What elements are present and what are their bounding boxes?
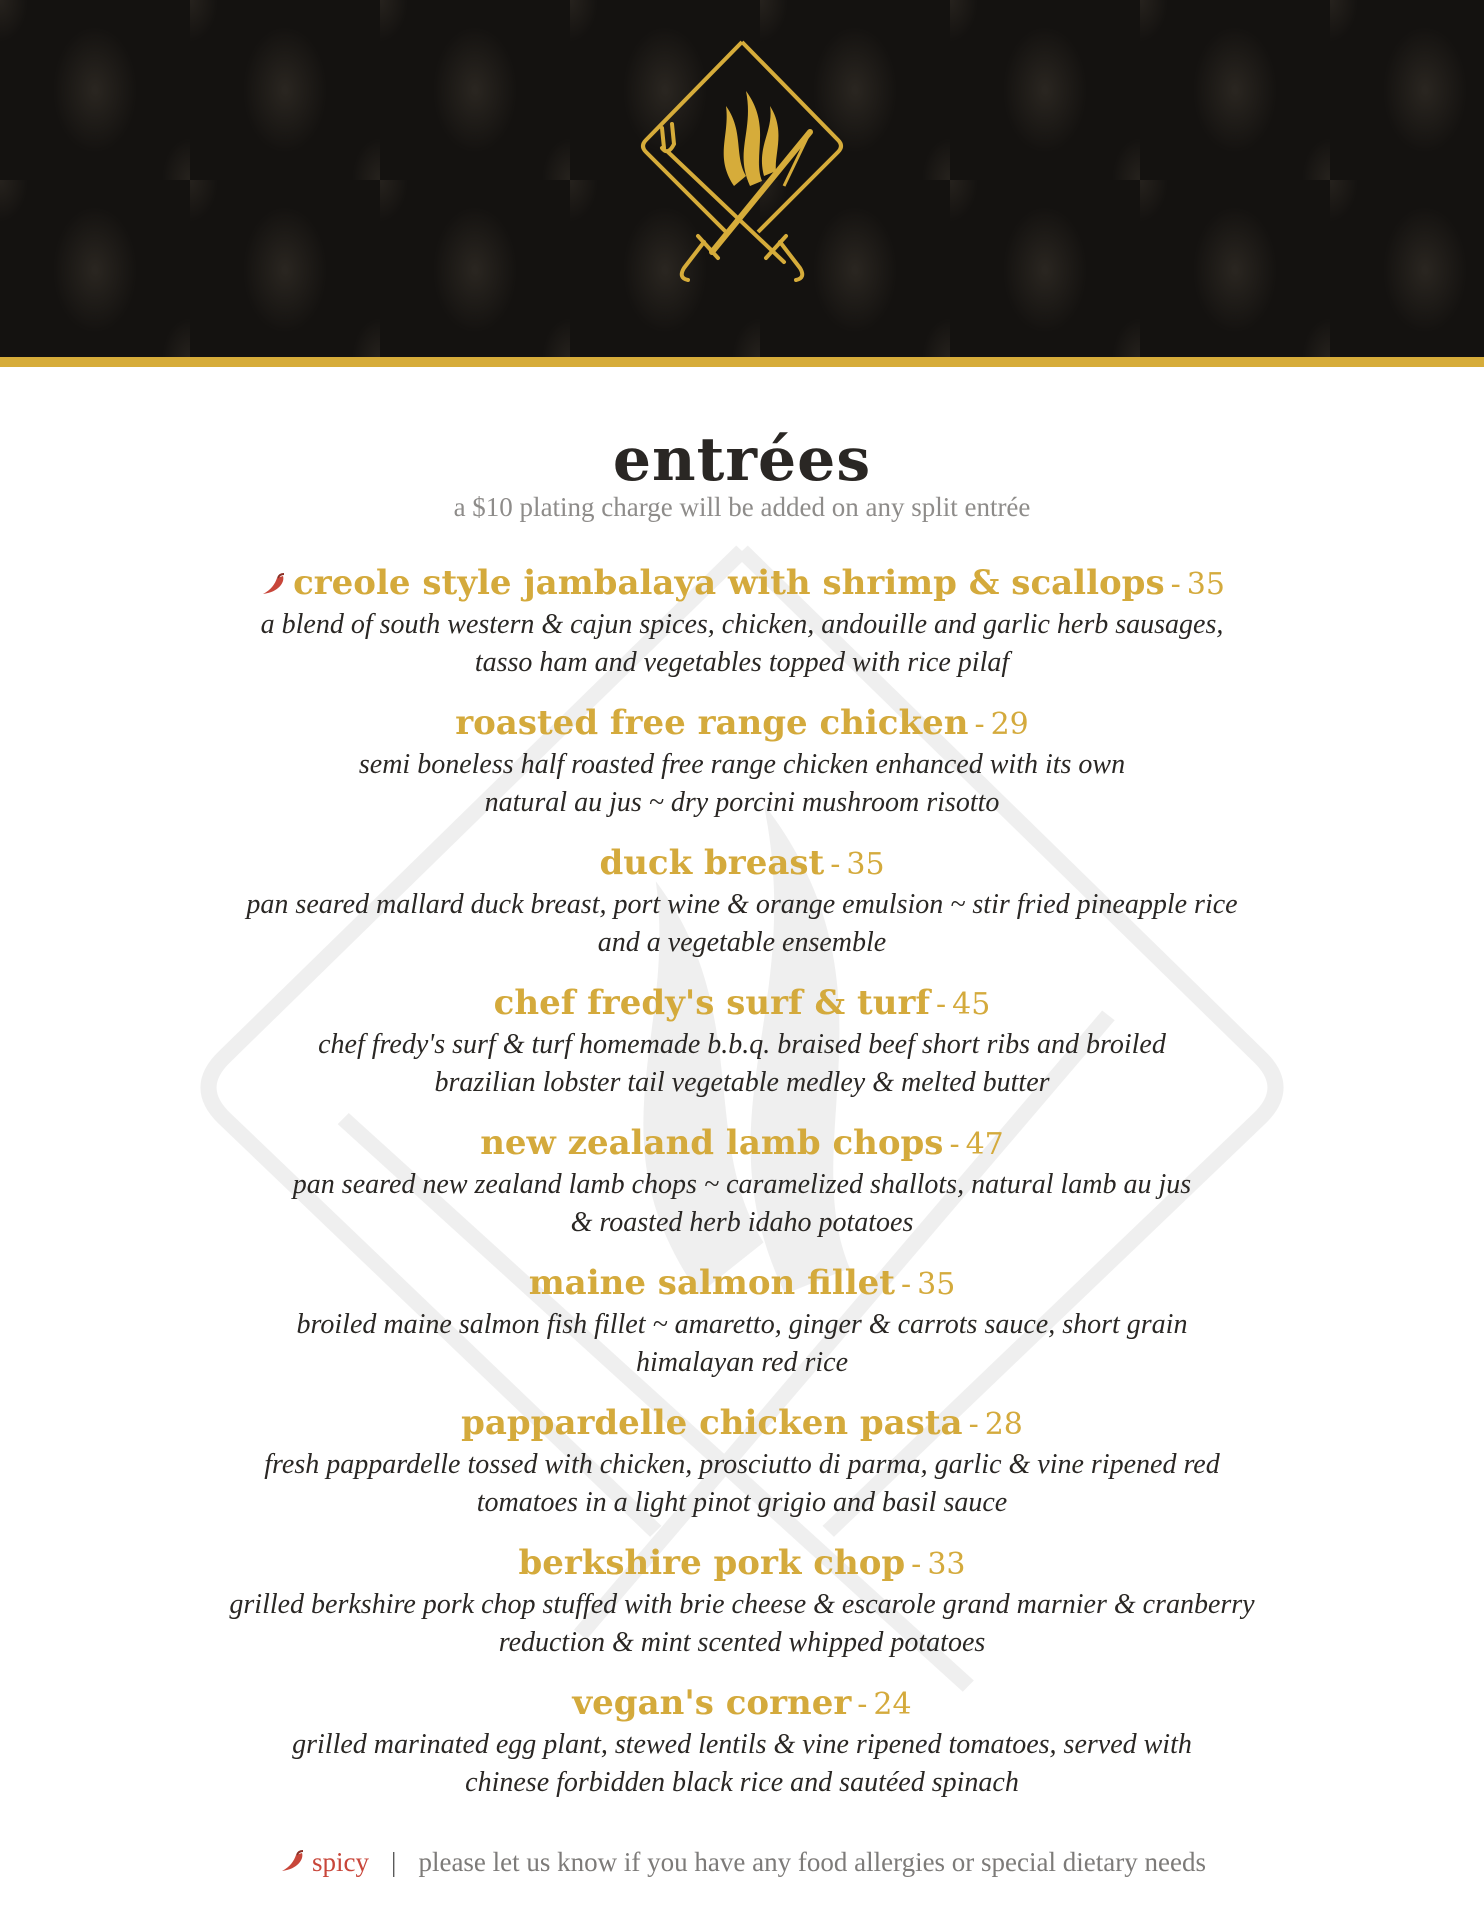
item-description-line: brazilian lobster tail vegetable medley & melted butter bbox=[434, 1067, 1050, 1098]
item-description-line: broiled maine salmon fish fillet ~ amaretto, ginger & carrots sauce, short grain bbox=[296, 1309, 1188, 1340]
page-title: entrées bbox=[612, 425, 872, 495]
item-description-line: pan seared new zealand lamb chops ~ caramelized shallots, natural lamb au jus bbox=[292, 1169, 1192, 1200]
item-description-line: pan seared mallard duck breast, port wine & orange emulsion ~ stir fried pineapple rice bbox=[246, 889, 1238, 920]
menu-item bbox=[150, 1682, 1334, 1802]
item-name: roasted free range chicken bbox=[455, 703, 969, 743]
allergy-note: please let us know if you have any food allergies or special dietary needs bbox=[418, 1847, 1206, 1877]
item-heading: vegan's corner - 24 bbox=[572, 1683, 912, 1723]
item-price: 28 bbox=[984, 1407, 1023, 1442]
item-heading: chef fredy's surf & turf - 45 bbox=[493, 983, 991, 1023]
item-description-line: chinese forbidden black rice and sautéed spinach bbox=[465, 1767, 1019, 1798]
item-description-line: semi boneless half roasted free range chicken enhanced with its own bbox=[358, 749, 1126, 780]
item-price: 35 bbox=[917, 1267, 956, 1302]
menu-item bbox=[150, 982, 1334, 1102]
item-heading: roasted free range chicken - 29 bbox=[455, 703, 1029, 743]
footer-separator: | bbox=[391, 1847, 397, 1877]
item-price: 45 bbox=[952, 987, 991, 1022]
item-name: new zealand lamb chops bbox=[480, 1123, 944, 1163]
item-name: chef fredy's surf & turf bbox=[493, 983, 930, 1023]
item-name: creole style jambalaya with shrimp & scallops bbox=[293, 563, 1165, 603]
item-price: 24 bbox=[873, 1687, 912, 1722]
item-description-line: grilled berkshire pork chop stuffed with brie cheese & escarole grand marnier & cranberry bbox=[229, 1589, 1255, 1620]
item-heading: maine salmon fillet - 35 bbox=[528, 1263, 956, 1303]
item-description-line: natural au jus ~ dry porcini mushroom risotto bbox=[484, 787, 1000, 818]
item-description-line: fresh pappardelle tossed with chicken, prosciutto di parma, garlic & vine ripened red bbox=[264, 1449, 1220, 1480]
item-description-line: and a vegetable ensemble bbox=[597, 927, 887, 958]
item-price: 29 bbox=[990, 707, 1029, 742]
item-price: 35 bbox=[1186, 567, 1225, 602]
menu-item bbox=[150, 1122, 1334, 1242]
item-description-line: tasso ham and vegetables topped with rice pilaf bbox=[474, 647, 1010, 678]
item-heading: creole style jambalaya with shrimp & scallops - 35 bbox=[150, 562, 1334, 606]
item-price: 33 bbox=[927, 1547, 966, 1582]
chili-pepper-icon bbox=[259, 572, 287, 596]
menu-item bbox=[150, 702, 1334, 822]
plating-charge-note: a $10 plating charge will be added on any split entrée bbox=[453, 492, 1031, 522]
item-description-line: a blend of south western & cajun spices, chicken, andouille and garlic herb sausages, bbox=[260, 609, 1224, 640]
item-heading: duck breast - 35 bbox=[599, 843, 885, 883]
item-name: vegan's corner bbox=[572, 1683, 852, 1723]
chili-pepper-icon bbox=[278, 1849, 306, 1873]
item-description-line: chef fredy's surf & turf homemade b.b.q. braised beef short ribs and broiled bbox=[318, 1029, 1166, 1060]
gold-divider bbox=[0, 357, 1484, 367]
menu-item bbox=[150, 842, 1334, 962]
item-description-line: & roasted herb idaho potatoes bbox=[570, 1207, 914, 1238]
item-price: 47 bbox=[965, 1127, 1004, 1162]
item-description-line: reduction & mint scented whipped potatoes bbox=[498, 1627, 986, 1658]
item-heading: new zealand lamb chops - 47 bbox=[480, 1123, 1004, 1163]
item-name: berkshire pork chop bbox=[518, 1543, 906, 1583]
item-description-line: tomatoes in a light pinot grigio and basil sauce bbox=[476, 1487, 1008, 1518]
item-price: 35 bbox=[846, 847, 885, 882]
item-description-line: grilled marinated egg plant, stewed lentils & vine ripened tomatoes, served with bbox=[292, 1729, 1192, 1760]
item-name: maine salmon fillet bbox=[528, 1263, 895, 1303]
menu-item bbox=[150, 562, 1334, 682]
flame-fork-knife-logo-icon bbox=[634, 36, 850, 286]
menu-item bbox=[150, 1262, 1334, 1382]
item-heading: pappardelle chicken pasta - 28 bbox=[461, 1403, 1023, 1443]
item-name: pappardelle chicken pasta bbox=[461, 1403, 963, 1443]
menu-item bbox=[150, 1542, 1334, 1662]
spicy-legend-label: spicy bbox=[312, 1847, 370, 1877]
footer-note bbox=[0, 1844, 1484, 1880]
entree-list bbox=[150, 562, 1334, 1822]
item-description-line: himalayan red rice bbox=[635, 1347, 849, 1378]
menu-item bbox=[150, 1402, 1334, 1522]
item-name: duck breast bbox=[599, 843, 825, 883]
header-banner bbox=[0, 0, 1484, 357]
item-heading: berkshire pork chop - 33 bbox=[518, 1543, 966, 1583]
